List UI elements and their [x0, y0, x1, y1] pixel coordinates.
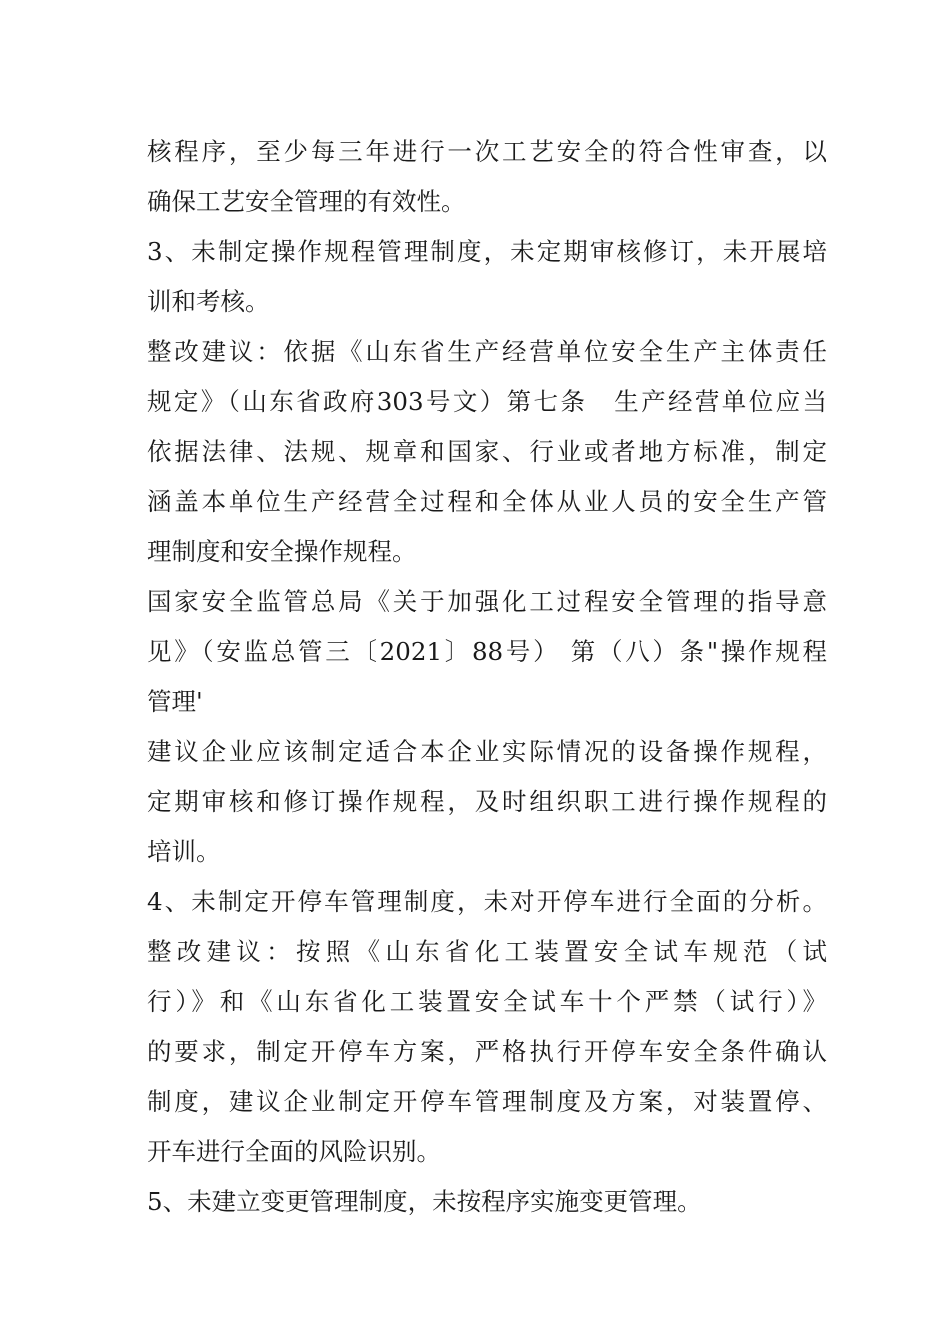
text-line: 理制度和安全操作规程。 [147, 537, 417, 566]
text-line: 定期审核和修订操作规程，及时组织职工进行操作规程的 [147, 787, 827, 816]
text-line: 确保工艺安全管理的有效性。 [147, 187, 466, 216]
text-line: 培训。 [147, 837, 221, 866]
text-line: 整改建议：按照《山东省化工装置安全试车规范（试 [147, 937, 827, 966]
text-line: 见》（安监总管三〔2021〕88号） 第（八）条"操作规程 [147, 637, 827, 666]
text-line: 规定》（山东省政府303号文）第七条 生产经营单位应当 [147, 387, 827, 416]
text-line: 涵盖本单位生产经营全过程和全体从业人员的安全生产管 [147, 487, 827, 516]
text-line: 依据法律、法规、规章和国家、行业或者地方标准，制定 [147, 437, 827, 466]
text-line: 国家安全监管总局《关于加强化工过程安全管理的指导意 [147, 587, 827, 616]
text-line: 3、未制定操作规程管理制度，未定期审核修订，未开展培 [147, 237, 827, 266]
text-line: 核程序，至少每三年进行一次工艺安全的符合性审查，以 [147, 137, 827, 166]
text-line: 管理' [147, 687, 203, 716]
text-line: 制度，建议企业制定开停车管理制度及方案，对装置停、 [147, 1087, 827, 1116]
text-line: 5、未建立变更管理制度，未按程序实施变更管理。 [147, 1187, 702, 1216]
text-line: 训和考核。 [147, 287, 270, 316]
text-line: 4、未制定开停车管理制度，未对开停车进行全面的分析。 [147, 887, 827, 916]
text-line: 的要求，制定开停车方案，严格执行开停车安全条件确认 [147, 1037, 827, 1066]
text-line: 建议企业应该制定适合本企业实际情况的设备操作规程， [147, 737, 827, 766]
text-line: 行）》和《山东省化工装置安全试车十个严禁（试行）》 [147, 987, 827, 1016]
text-line: 整改建议：依据《山东省生产经营单位安全生产主体责任 [147, 337, 827, 366]
text-line: 开车进行全面的风险识别。 [147, 1137, 441, 1166]
